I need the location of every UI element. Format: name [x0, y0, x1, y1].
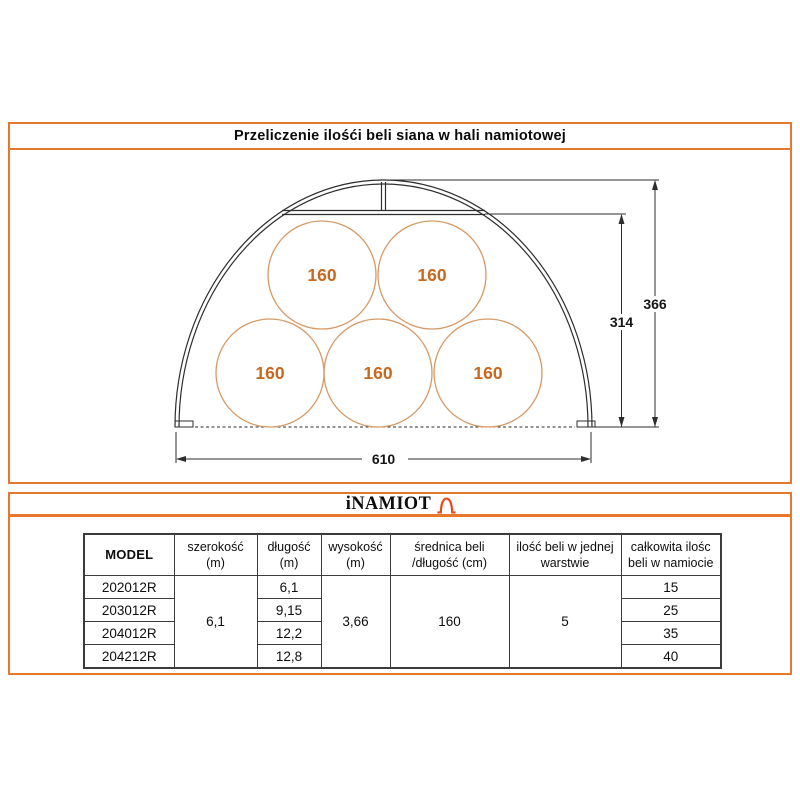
cell-width-shared: 6,1: [174, 576, 257, 669]
table-header-row: [84, 534, 721, 576]
center-post: [382, 182, 386, 210]
bale-label: 160: [417, 265, 447, 285]
logo-text: iNAMIOT: [345, 493, 431, 514]
cell-model: 204212R: [84, 645, 174, 669]
dimension-label-inner-height: 314: [609, 314, 634, 330]
bale-label: 160: [307, 265, 337, 285]
header-width-line2: (m): [206, 556, 225, 570]
cell-model: 204012R: [84, 622, 174, 645]
cell-length: 6,1: [257, 576, 321, 599]
bale-label: 160: [473, 363, 503, 383]
header-height-line1: wysokość: [328, 539, 383, 554]
logo-bar: [8, 492, 792, 516]
header-bale-diameter-line1: średnica beli: [414, 539, 485, 554]
header-length-line1: długość: [267, 539, 311, 554]
header-length-line2: (m): [279, 556, 299, 570]
tent-arch-outer: [175, 180, 592, 427]
header-bales-per-layer-line1: ilość beli w jednej: [516, 539, 614, 554]
cell-total-bales: 15: [621, 576, 721, 599]
cell-length: 12,8: [257, 645, 321, 669]
header-total-bales-line1: całkowita ilośc: [630, 539, 711, 554]
cell-model: 202012R: [84, 576, 174, 599]
header-length: [257, 534, 321, 576]
header-width: [174, 534, 257, 576]
roof-beam: [282, 211, 485, 215]
header-total-bales: [621, 534, 721, 576]
header-bales-per-layer: [509, 534, 621, 576]
cell-total-bales: 40: [621, 645, 721, 669]
bale-label: 160: [255, 363, 285, 383]
dimension-label-width: 610: [371, 451, 396, 467]
dimension-line-inner-height: [610, 214, 634, 427]
title-bar: [10, 124, 790, 150]
dimension-label-total-height: 366: [643, 296, 667, 312]
cell-bales-per-layer-shared: 5: [509, 576, 621, 669]
bale-label: 160: [363, 363, 393, 383]
foot-left: [175, 421, 193, 427]
tent-arch-inner: [179, 184, 588, 427]
header-bales-per-layer-line2: warstwie: [540, 556, 590, 570]
header-height: [321, 534, 390, 576]
table-row: [84, 576, 721, 599]
spec-table: [83, 533, 722, 669]
table-panel: [8, 515, 792, 675]
cell-length: 9,15: [257, 599, 321, 622]
diagram-panel: [8, 122, 792, 484]
cell-length: 12,2: [257, 622, 321, 645]
header-width-line1: szerokość: [187, 539, 244, 554]
page-title: Przeliczenie ilośći beli siana w hali namiotowej: [234, 128, 566, 144]
cell-model: 203012R: [84, 599, 174, 622]
cell-total-bales: 25: [621, 599, 721, 622]
header-bale-diameter: [390, 534, 509, 576]
header-model-label: MODEL: [105, 546, 154, 562]
cell-height-shared: 3,66: [321, 576, 390, 669]
header-height-line2: (m): [346, 556, 365, 570]
dimension-line-width: [176, 432, 591, 467]
cell-total-bales: 35: [621, 622, 721, 645]
tent-cross-section-diagram: [10, 150, 790, 484]
header-bale-diameter-line2: /długość (cm): [411, 556, 488, 570]
tent-arch-icon: [436, 494, 457, 515]
dimension-line-total-height: [643, 180, 667, 427]
header-total-bales-line2: beli w namiocie: [628, 556, 714, 570]
cell-bale-diameter-shared: 160: [390, 576, 509, 669]
header-model: [84, 534, 174, 576]
